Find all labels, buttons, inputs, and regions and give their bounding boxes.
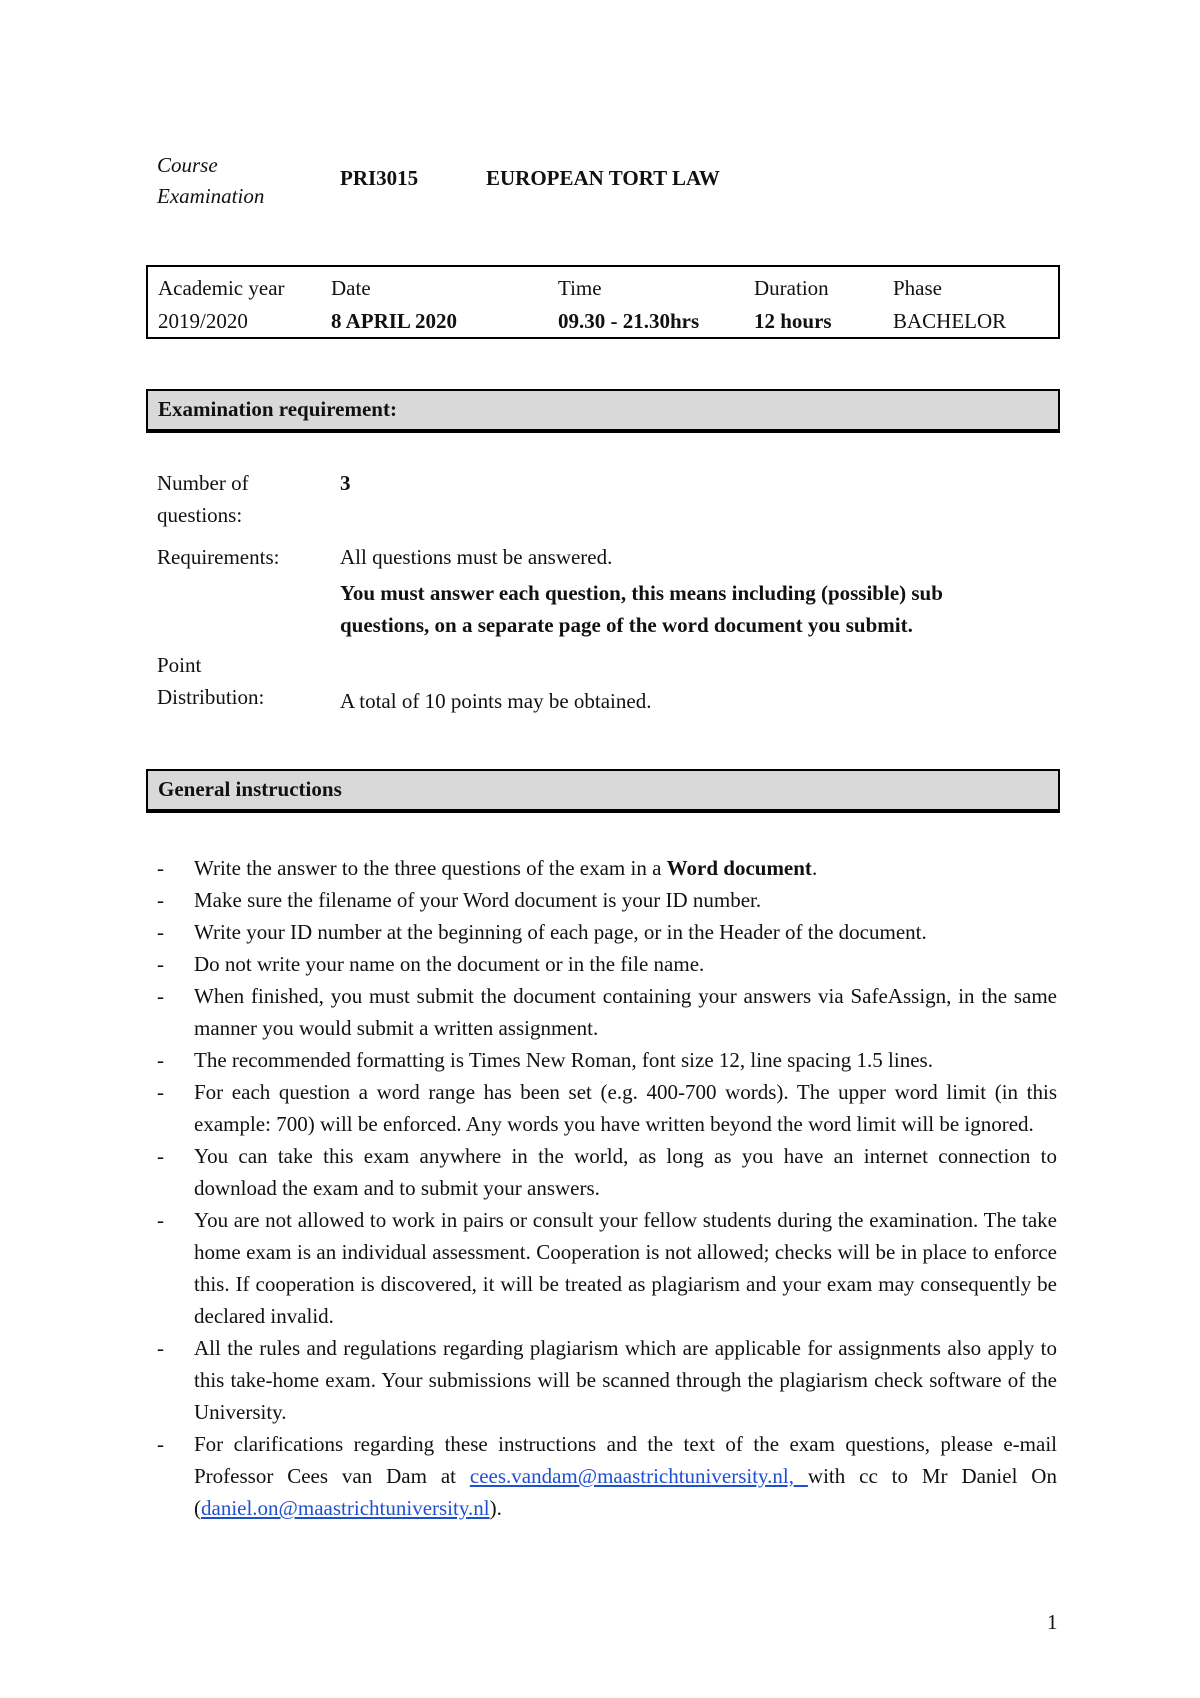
academic-year-cell bbox=[158, 272, 285, 338]
item5-text: When finished, you must submit the document containing your answers via SafeAssign, in the same manner you would submit a written assignment. bbox=[194, 984, 1057, 1040]
course-label-line1: Course bbox=[157, 153, 218, 177]
instruction-item bbox=[157, 1076, 1057, 1140]
item11-post: ). bbox=[489, 1496, 502, 1520]
time-cell bbox=[558, 272, 699, 338]
page-number: 1 bbox=[1047, 1610, 1058, 1634]
instruction-item bbox=[157, 884, 1057, 916]
item11-text: For clarifications regarding these instructions and the text of the exam questions, please e-mail Professor Cees van Dam at bbox=[194, 1432, 1057, 1488]
date-label: Date bbox=[331, 276, 371, 300]
date-value: 8 APRIL 2020 bbox=[331, 309, 458, 333]
number-of-questions-value: 3 bbox=[340, 471, 351, 495]
list-dash: - bbox=[157, 984, 164, 1008]
course-title: EUROPEAN TORT LAW bbox=[486, 166, 720, 190]
item2-text: Make sure the filename of your Word document is your ID number. bbox=[194, 888, 762, 912]
num-questions-label-line2: questions: bbox=[157, 503, 243, 527]
academic-year-value: 2019/2020 bbox=[158, 309, 248, 333]
list-dash: - bbox=[157, 952, 164, 976]
item1-bold: Word document bbox=[666, 856, 812, 880]
duration-value: 12 hours bbox=[754, 309, 832, 333]
point-label-line1: Point bbox=[157, 653, 202, 677]
list-dash: - bbox=[157, 1144, 164, 1168]
item1-text: Write the answer to the three questions of the exam in a bbox=[194, 856, 667, 880]
phase-label: Phase bbox=[893, 276, 942, 300]
item7-text: For each question a word range has been set (e.g. 400-700 words). The upper word limit (in this example: 700) will be enforced. Any words you have written beyond the word limit will be ignored. bbox=[194, 1080, 1057, 1136]
time-label: Time bbox=[558, 276, 602, 300]
instructions-list bbox=[157, 852, 1057, 1524]
number-of-questions-label bbox=[157, 467, 249, 531]
point-label-line2: Distribution: bbox=[157, 685, 265, 709]
email-link-daniel[interactable]: daniel.on@maastrichtuniversity.nl bbox=[201, 1496, 490, 1520]
item6-text: The recommended formatting is Times New Roman, font size 12, line spacing 1.5 lines. bbox=[194, 1048, 933, 1072]
instruction-item bbox=[157, 980, 1057, 1044]
item9-text: You are not allowed to work in pairs or consult your fellow students during the examination. The take home exam is an individual assessment. Cooperation is not allowed; checks will be in place to enforce this. If cooperation is discovered, it will be treated as plagiarism and your exam may consequently be declared invalid. bbox=[194, 1208, 1057, 1328]
list-dash: - bbox=[157, 888, 164, 912]
general-instructions-heading: General instructions bbox=[146, 769, 1060, 811]
item3-text: Write your ID number at the beginning of each page, or in the Header of the document. bbox=[194, 920, 927, 944]
requirements-text: All questions must be answered. bbox=[340, 545, 613, 569]
exam-info-table bbox=[146, 265, 1060, 339]
list-dash: - bbox=[157, 1432, 164, 1456]
course-code: PRI3015 bbox=[340, 166, 419, 190]
item8-text: You can take this exam anywhere in the world, as long as you have an internet connection to download the exam and to submit your answers. bbox=[194, 1144, 1057, 1200]
requirements-label: Requirements: bbox=[157, 545, 280, 569]
phase-value: BACHELOR bbox=[893, 309, 1007, 333]
email-link-cees[interactable]: cees.vandam@maastrichtuniversity.nl, bbox=[469, 1464, 808, 1488]
num-questions-label-line1: Number of bbox=[157, 471, 249, 495]
list-dash: - bbox=[157, 1336, 164, 1360]
course-examination-label bbox=[157, 150, 264, 212]
course-label-line2: Examination bbox=[157, 184, 265, 208]
examination-requirement-heading: Examination requirement: bbox=[146, 389, 1060, 431]
instruction-item bbox=[157, 1428, 1057, 1524]
list-dash: - bbox=[157, 1208, 164, 1232]
instruction-item bbox=[157, 852, 1057, 884]
instruction-item bbox=[157, 1332, 1057, 1428]
instruction-item bbox=[157, 1204, 1057, 1332]
item1-post: . bbox=[811, 856, 818, 880]
instruction-item bbox=[157, 916, 1057, 948]
time-value: 09.30 - 21.30hrs bbox=[558, 309, 700, 333]
point-distribution-label bbox=[157, 649, 264, 713]
point-distribution-text: A total of 10 points may be obtained. bbox=[340, 689, 652, 713]
duration-cell bbox=[754, 272, 832, 338]
requirements-bold-line1: You must answer each question, this means including (possible) sub bbox=[340, 581, 943, 605]
instruction-item bbox=[157, 1044, 1057, 1076]
instruction-item bbox=[157, 1140, 1057, 1204]
duration-label: Duration bbox=[754, 276, 829, 300]
instruction-item bbox=[157, 948, 1057, 980]
item11-mid: with cc to Mr Daniel On ( bbox=[194, 1464, 1057, 1520]
item10-text: All the rules and regulations regarding plagiarism which are applicable for assignments also apply to this take-home exam. Your submissions will be scanned through the plagiarism check software of the University. bbox=[194, 1336, 1057, 1424]
list-dash: - bbox=[157, 920, 164, 944]
academic-year-label: Academic year bbox=[158, 276, 285, 300]
list-dash: - bbox=[157, 856, 164, 880]
item4-text: Do not write your name on the document or in the file name. bbox=[194, 952, 705, 976]
list-dash: - bbox=[157, 1048, 164, 1072]
list-dash: - bbox=[157, 1080, 164, 1104]
phase-cell bbox=[893, 272, 1006, 338]
requirements-bold-line2: questions, on a separate page of the word document you submit. bbox=[340, 613, 913, 637]
date-cell bbox=[331, 272, 457, 338]
